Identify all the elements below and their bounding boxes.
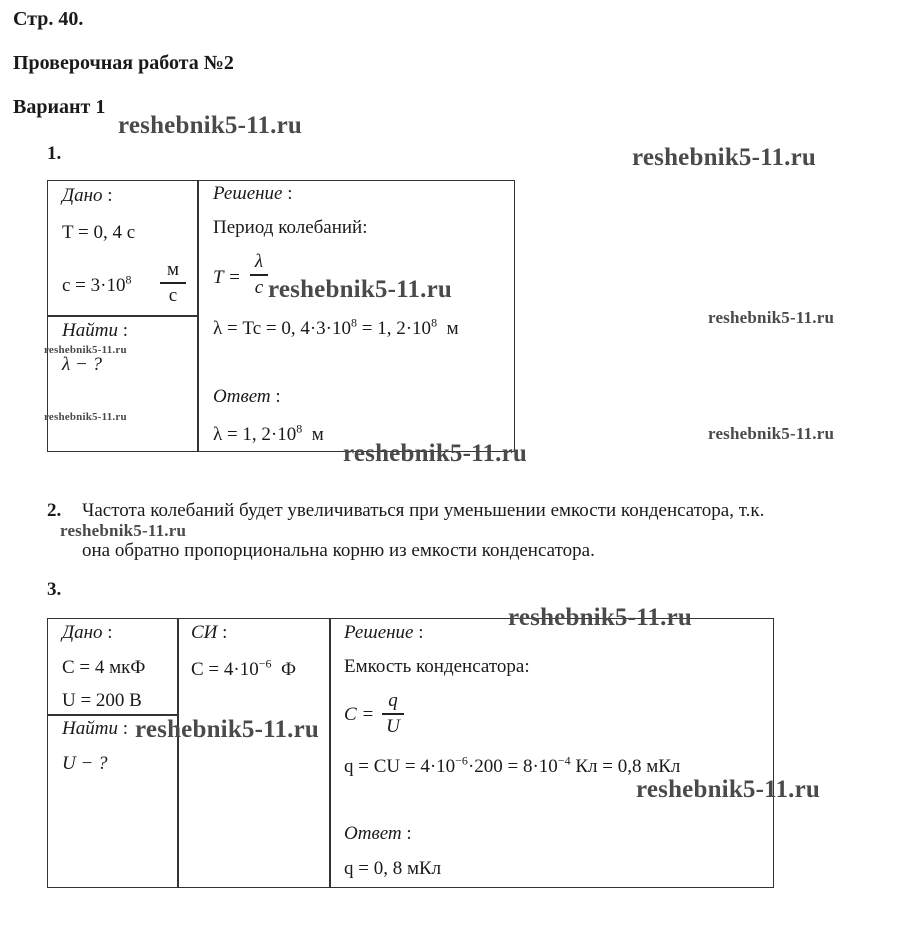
watermark: reshebnik5-11.ru [44, 344, 127, 356]
task1-find-heading: Найти : [62, 320, 128, 341]
task3-formula-lhs: C = [344, 704, 375, 725]
task1-find-value: λ − ? [62, 354, 103, 375]
task1-calculation: λ = Tc = 0, $4\cdot 3\cdot 10^8 = 1$, $2\cdot 10^8$ м [213, 315, 459, 339]
page-number: Стр. 40. [13, 8, 84, 30]
task3-given-heading: Дано : [62, 622, 113, 643]
task3-si-value: $C = 4\cdot 10^{-6}$ Ф [191, 656, 297, 680]
watermark: reshebnik5-11.ru [508, 604, 693, 631]
task3-si-heading: СИ : [191, 622, 228, 643]
watermark: reshebnik5-11.ru [135, 716, 320, 743]
task1-given-speed: $c = 3\cdot 10^8$ [62, 272, 132, 296]
task3-answer-heading: Ответ : [344, 823, 412, 844]
task3-find-heading: Найти : [62, 718, 128, 739]
task3-divider-2 [329, 618, 331, 888]
task2-line1: Частота колебаний будет увеличиваться при уменьшении емкости конденсатора, т.к. [82, 500, 765, 521]
task3-solution-heading: Решение : [344, 622, 424, 643]
watermark: reshebnik5-11.ru [268, 276, 453, 303]
task2-number: 2. [47, 500, 62, 521]
page-title: Проверочная работа №2 [13, 52, 234, 74]
task3-number: 3. [47, 579, 62, 600]
task1-answer-heading: Ответ : [213, 386, 281, 407]
task2-line2: она обратно пропорциональна корню из емкости конденсатора. [82, 540, 595, 561]
task3-capacity-text: Емкость конденсатора: [344, 656, 530, 677]
task3-answer-value: q = 0, 8 мКл [344, 858, 442, 879]
task3-calculation: q = CU = $4\cdot 10^{-6}\cdot 200 = 8\cdot 10^{-4}$ Кл = 0,8 мКл [344, 753, 681, 777]
watermark: reshebnik5-11.ru [60, 521, 187, 540]
task1-number: 1. [47, 143, 62, 164]
task1-given-find-divider [47, 315, 198, 317]
task3-find-value: U − ? [62, 753, 108, 774]
task3-divider-1 [177, 618, 179, 888]
task1-answer-value: λ = 1, $2\cdot 10^8$ м [213, 421, 324, 445]
task1-period-text: Период колебаний: [213, 217, 368, 238]
watermark: reshebnik5-11.ru [636, 776, 821, 803]
watermark: reshebnik5-11.ru [343, 440, 528, 467]
watermark: reshebnik5-11.ru [708, 308, 835, 327]
task1-speed-unit: м с [160, 259, 186, 307]
task1-formula-lhs: T = [213, 267, 241, 288]
task1-solution-heading: Решение : [213, 183, 293, 204]
watermark: reshebnik5-11.ru [708, 424, 835, 443]
watermark: reshebnik5-11.ru [118, 112, 303, 139]
watermark: reshebnik5-11.ru [632, 144, 817, 171]
task3-given-voltage: U = 200 В [62, 690, 142, 711]
task1-given-heading: Дано : [62, 185, 113, 206]
task1-formula-fraction: λ c [250, 251, 268, 299]
task3-given-capacity: C = 4 мкФ [62, 657, 146, 678]
variant-heading: Вариант 1 [13, 96, 106, 118]
watermark: reshebnik5-11.ru [44, 411, 127, 423]
task3-formula-fraction: q U [382, 690, 404, 738]
task1-given-period: T = 0, 4 с [62, 222, 136, 243]
